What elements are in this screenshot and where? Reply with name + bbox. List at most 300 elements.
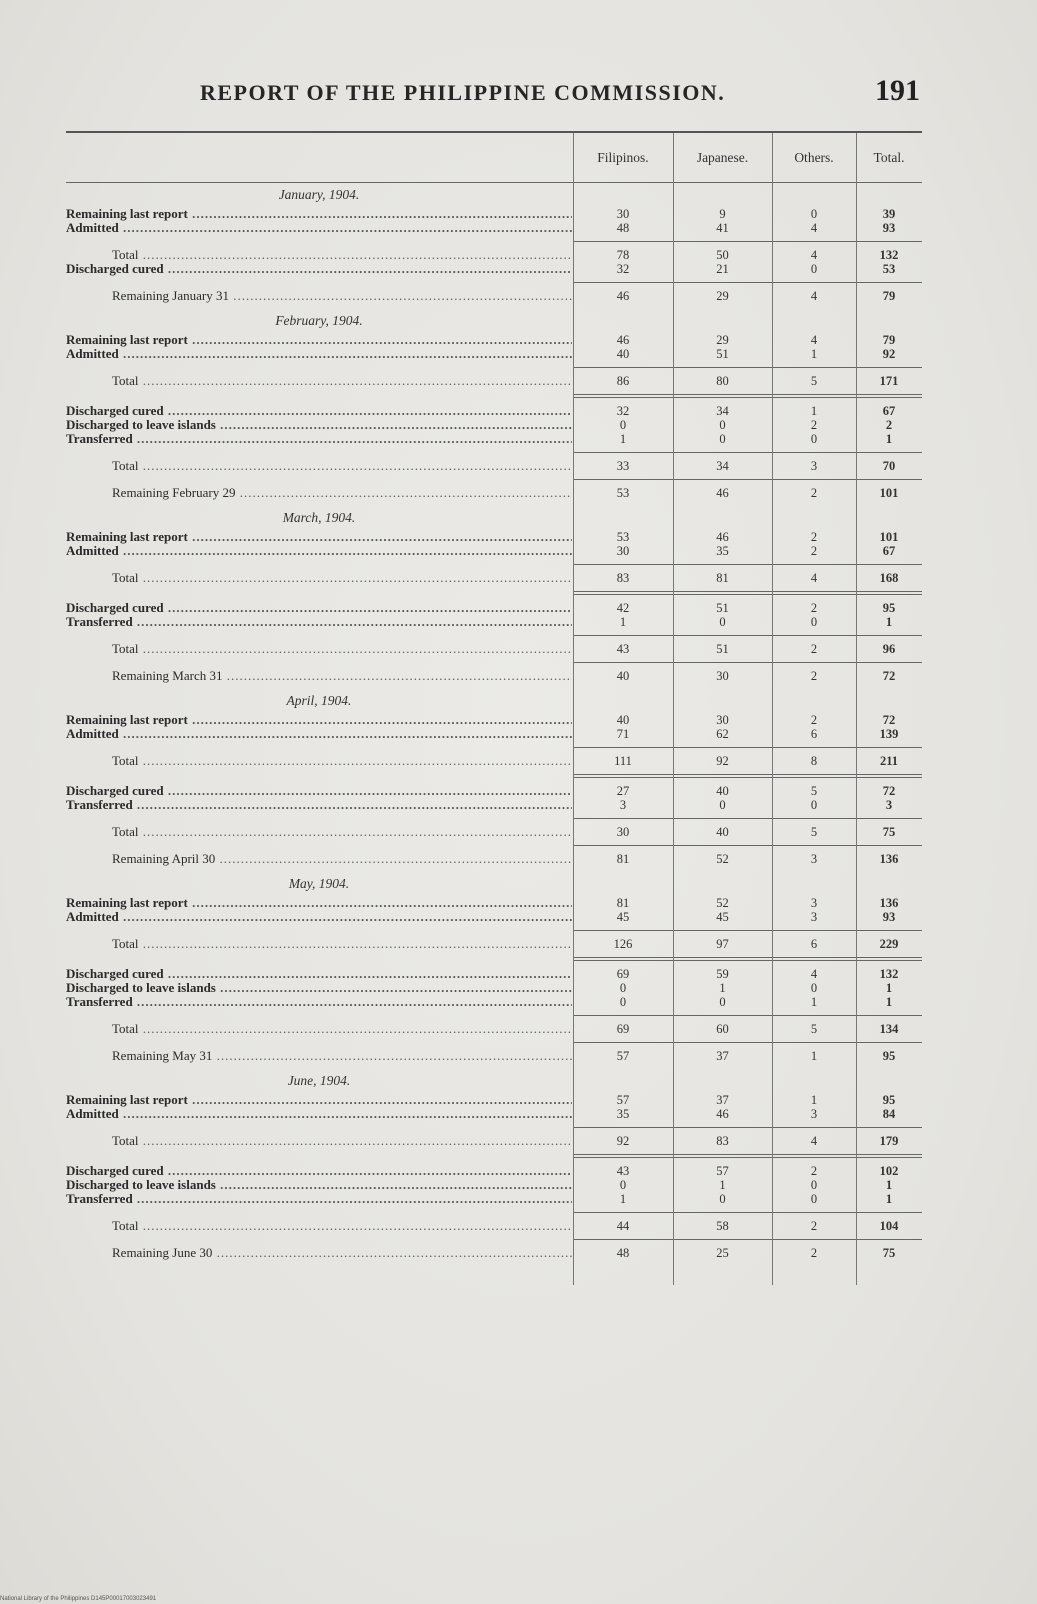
cell-japanese: 46 <box>716 530 729 544</box>
table-row <box>66 910 922 924</box>
cell-others: 4 <box>810 289 818 303</box>
cell-others: 1 <box>810 1093 818 1107</box>
cell-japanese: 0 <box>719 1192 726 1206</box>
month-title: June, 1904. <box>287 1073 351 1088</box>
row-label: Admitted ..... <box>66 727 572 741</box>
cell-total: 1 <box>885 615 893 629</box>
cell-total: 95 <box>882 1049 896 1063</box>
row-label: Discharged cured ..... <box>66 1164 572 1178</box>
row-label: Remaining last report ..... <box>66 333 572 347</box>
column-header-others: Others. <box>794 149 834 165</box>
table-row <box>66 1134 922 1148</box>
cell-others: 2 <box>810 1219 818 1233</box>
cell-filipinos: 78 <box>616 248 630 262</box>
row-label: Discharged cured ..... <box>66 404 572 418</box>
cell-filipinos: 46 <box>616 333 630 347</box>
column-header-row <box>66 133 922 183</box>
month-heading <box>66 183 922 207</box>
cell-others: 0 <box>810 798 818 812</box>
cell-total: 101 <box>879 486 899 500</box>
row-label: Total ..... <box>66 1134 572 1148</box>
rule <box>66 818 922 819</box>
cell-others: 4 <box>810 1134 818 1148</box>
rule <box>66 930 922 931</box>
row-label: Discharged cured ..... <box>66 784 572 798</box>
cell-total: 136 <box>879 852 899 866</box>
cell-filipinos: 0 <box>619 1178 627 1192</box>
cell-others: 4 <box>810 967 818 981</box>
rule <box>66 1212 922 1213</box>
table-row <box>66 967 922 981</box>
month-title: April, 1904. <box>286 693 352 708</box>
table-row <box>66 544 922 558</box>
cell-filipinos: 0 <box>619 981 627 995</box>
cell-total: 1 <box>885 1192 893 1206</box>
cell-filipinos: 86 <box>616 374 630 388</box>
table-row <box>66 1246 922 1260</box>
rule <box>66 591 922 595</box>
cell-total: 92 <box>882 347 896 361</box>
spacer <box>66 1260 922 1266</box>
cell-filipinos: 0 <box>619 995 627 1009</box>
table-row <box>66 459 922 473</box>
cell-others: 0 <box>810 262 818 276</box>
cell-filipinos: 40 <box>616 713 630 727</box>
cell-filipinos: 27 <box>616 784 630 798</box>
table-row <box>66 1093 922 1107</box>
cell-filipinos: 1 <box>619 1192 627 1206</box>
cell-filipinos: 35 <box>616 1107 630 1121</box>
table-row <box>66 1192 922 1206</box>
table-row <box>66 333 922 347</box>
row-label: Discharged cured ..... <box>66 967 572 981</box>
cell-others: 0 <box>810 1192 818 1206</box>
cell-total: 179 <box>879 1134 899 1148</box>
rule <box>66 394 922 398</box>
page-header <box>200 74 940 114</box>
cell-total: 79 <box>882 289 896 303</box>
cell-others: 5 <box>810 784 818 798</box>
row-label: Total ..... <box>66 642 572 656</box>
rule <box>66 845 922 846</box>
row-label: Total ..... <box>66 754 572 768</box>
cell-japanese: 92 <box>716 754 729 768</box>
cell-others: 5 <box>810 825 818 839</box>
table-row <box>66 1107 922 1121</box>
table-row <box>66 262 922 276</box>
rule <box>66 1127 922 1128</box>
cell-filipinos: 42 <box>616 601 630 615</box>
rule <box>66 1154 922 1158</box>
cell-total: 79 <box>882 333 896 347</box>
cell-others: 2 <box>810 418 818 432</box>
cell-japanese: 30 <box>716 669 729 683</box>
cell-filipinos: 30 <box>616 207 630 221</box>
cell-filipinos: 0 <box>619 418 627 432</box>
row-label: Transferred ..... <box>66 798 572 812</box>
cell-japanese: 29 <box>716 289 729 303</box>
cell-total: 72 <box>882 784 896 798</box>
cell-filipinos: 83 <box>616 571 630 585</box>
cell-others: 2 <box>810 1246 818 1260</box>
cell-others: 4 <box>810 221 818 235</box>
cell-japanese: 0 <box>719 798 726 812</box>
rule <box>66 367 922 368</box>
statistics-table <box>66 131 922 1266</box>
cell-japanese: 51 <box>716 601 729 615</box>
cell-total: 102 <box>879 1164 899 1178</box>
cell-filipinos: 40 <box>616 669 630 683</box>
cell-filipinos: 71 <box>616 727 630 741</box>
cell-japanese: 30 <box>716 713 729 727</box>
cell-others: 0 <box>810 1178 818 1192</box>
cell-filipinos: 53 <box>616 486 630 500</box>
month-heading <box>66 309 922 333</box>
month-title: January, 1904. <box>278 187 360 202</box>
cell-others: 2 <box>810 601 818 615</box>
cell-filipinos: 3 <box>619 798 627 812</box>
cell-filipinos: 44 <box>616 1219 630 1233</box>
cell-total: 53 <box>882 262 896 276</box>
month-heading <box>66 1069 922 1093</box>
table-row <box>66 798 922 812</box>
row-label: Admitted ..... <box>66 910 572 924</box>
row-label: Discharged to leave islands ..... <box>66 1178 572 1192</box>
cell-total: 1 <box>885 981 893 995</box>
cell-others: 1 <box>810 1049 818 1063</box>
cell-total: 72 <box>882 669 896 683</box>
cell-japanese: 40 <box>716 784 729 798</box>
cell-total: 93 <box>882 221 896 235</box>
table-row <box>66 1022 922 1036</box>
column-divider <box>856 133 857 1285</box>
table-row <box>66 852 922 866</box>
cell-japanese: 58 <box>716 1219 729 1233</box>
cell-total: 70 <box>882 459 896 473</box>
table-row <box>66 432 922 446</box>
table-row <box>66 347 922 361</box>
cell-others: 2 <box>810 642 818 656</box>
page-number: 191 <box>875 74 920 107</box>
row-label: Total ..... <box>66 1219 572 1233</box>
row-label: Remaining April 30 ..... <box>66 852 572 866</box>
cell-total: 95 <box>882 601 896 615</box>
cell-japanese: 9 <box>719 207 726 221</box>
table-row <box>66 1164 922 1178</box>
cell-others: 5 <box>810 374 818 388</box>
cell-total: 3 <box>885 798 893 812</box>
cell-total: 93 <box>882 910 896 924</box>
row-label: Remaining March 31 ..... <box>66 669 572 683</box>
cell-japanese: 81 <box>716 571 729 585</box>
cell-filipinos: 43 <box>616 1164 630 1178</box>
cell-others: 0 <box>810 615 818 629</box>
cell-others: 8 <box>810 754 818 768</box>
table-row <box>66 571 922 585</box>
rule <box>66 452 922 453</box>
row-label: Transferred ..... <box>66 995 572 1009</box>
row-label: Total ..... <box>66 459 572 473</box>
column-divider <box>573 133 574 1285</box>
table-row <box>66 1049 922 1063</box>
cell-japanese: 37 <box>716 1093 729 1107</box>
cell-japanese: 46 <box>716 486 729 500</box>
table-row <box>66 1219 922 1233</box>
cell-japanese: 41 <box>716 221 729 235</box>
cell-others: 4 <box>810 333 818 347</box>
row-label: Admitted ..... <box>66 221 572 235</box>
row-label: Discharged cured ..... <box>66 262 572 276</box>
row-label: Total ..... <box>66 1022 572 1036</box>
row-label: Remaining February 29 ..... <box>66 486 572 500</box>
footer-credit: National Library of the Philippines D145P00017003023491 <box>0 1596 157 1602</box>
cell-total: 136 <box>879 896 899 910</box>
month-title: February, 1904. <box>275 313 363 328</box>
rule <box>66 282 922 283</box>
cell-total: 67 <box>882 544 896 558</box>
cell-filipinos: 33 <box>616 459 630 473</box>
row-label: Transferred ..... <box>66 1192 572 1206</box>
rule <box>66 747 922 748</box>
cell-filipinos: 46 <box>616 289 630 303</box>
cell-filipinos: 40 <box>616 347 630 361</box>
row-label: Admitted ..... <box>66 1107 572 1121</box>
cell-total: 171 <box>879 374 899 388</box>
cell-japanese: 46 <box>716 1107 729 1121</box>
cell-filipinos: 57 <box>616 1093 630 1107</box>
cell-japanese: 25 <box>716 1246 729 1260</box>
cell-others: 2 <box>810 713 818 727</box>
cell-filipinos: 32 <box>616 262 630 276</box>
cell-japanese: 52 <box>716 852 729 866</box>
cell-others: 0 <box>810 981 818 995</box>
row-label: Remaining January 31 ..... <box>66 289 572 303</box>
table-row <box>66 289 922 303</box>
table-row <box>66 615 922 629</box>
cell-japanese: 40 <box>716 825 729 839</box>
cell-total: 67 <box>882 404 896 418</box>
cell-total: 132 <box>879 248 899 262</box>
table-row <box>66 995 922 1009</box>
row-label: Discharged to leave islands ..... <box>66 981 572 995</box>
table-row <box>66 221 922 235</box>
cell-filipinos: 53 <box>616 530 630 544</box>
table-row <box>66 754 922 768</box>
cell-japanese: 0 <box>719 432 726 446</box>
column-header-filipinos: Filipinos. <box>597 149 649 165</box>
cell-others: 2 <box>810 669 818 683</box>
cell-filipinos: 81 <box>616 852 630 866</box>
row-label: Remaining last report ..... <box>66 1093 572 1107</box>
cell-filipinos: 30 <box>616 544 630 558</box>
cell-total: 211 <box>879 754 899 768</box>
cell-others: 6 <box>810 727 818 741</box>
row-label: Total ..... <box>66 248 572 262</box>
table-row <box>66 374 922 388</box>
cell-japanese: 52 <box>716 896 729 910</box>
cell-filipinos: 30 <box>616 825 630 839</box>
row-label: Remaining last report ..... <box>66 207 572 221</box>
cell-others: 5 <box>810 1022 818 1036</box>
cell-total: 1 <box>885 995 893 1009</box>
cell-filipinos: 111 <box>614 754 632 768</box>
cell-total: 39 <box>882 207 896 221</box>
table-row <box>66 418 922 432</box>
cell-others: 2 <box>810 530 818 544</box>
cell-total: 229 <box>879 937 899 951</box>
rule <box>66 479 922 480</box>
cell-total: 84 <box>882 1107 896 1121</box>
table-row <box>66 601 922 615</box>
table-row <box>66 727 922 741</box>
cell-japanese: 51 <box>716 642 729 656</box>
cell-total: 95 <box>882 1093 896 1107</box>
row-label: Remaining last report ..... <box>66 896 572 910</box>
row-label: Total ..... <box>66 374 572 388</box>
cell-filipinos: 45 <box>616 910 630 924</box>
cell-filipinos: 32 <box>616 404 630 418</box>
table-row <box>66 713 922 727</box>
rule <box>66 564 922 565</box>
cell-others: 1 <box>810 404 818 418</box>
row-label: Transferred ..... <box>66 432 572 446</box>
row-label: Admitted ..... <box>66 347 572 361</box>
cell-total: 104 <box>879 1219 899 1233</box>
rule <box>66 662 922 663</box>
cell-japanese: 50 <box>716 248 729 262</box>
cell-others: 2 <box>810 544 818 558</box>
cell-japanese: 1 <box>719 1178 726 1192</box>
cell-filipinos: 1 <box>619 615 627 629</box>
cell-japanese: 35 <box>716 544 729 558</box>
table-row <box>66 248 922 262</box>
cell-total: 168 <box>879 571 899 585</box>
table-row <box>66 207 922 221</box>
cell-total: 75 <box>882 825 896 839</box>
row-label: Total ..... <box>66 825 572 839</box>
month-heading <box>66 506 922 530</box>
cell-japanese: 34 <box>716 404 729 418</box>
cell-filipinos: 43 <box>616 642 630 656</box>
table-row <box>66 937 922 951</box>
cell-total: 132 <box>879 967 899 981</box>
cell-others: 1 <box>810 347 818 361</box>
cell-japanese: 60 <box>716 1022 729 1036</box>
cell-total: 96 <box>882 642 896 656</box>
cell-total: 134 <box>879 1022 899 1036</box>
rule <box>66 1239 922 1240</box>
cell-filipinos: 48 <box>616 1246 630 1260</box>
cell-total: 75 <box>882 1246 896 1260</box>
row-label: Admitted ..... <box>66 544 572 558</box>
column-divider <box>673 133 674 1285</box>
month-title: May, 1904. <box>288 876 350 891</box>
cell-japanese: 51 <box>716 347 729 361</box>
cell-filipinos: 1 <box>619 432 627 446</box>
cell-others: 0 <box>810 432 818 446</box>
rule <box>66 774 922 778</box>
cell-japanese: 59 <box>716 967 729 981</box>
table-row <box>66 1178 922 1192</box>
column-divider <box>772 133 773 1285</box>
cell-total: 2 <box>885 418 893 432</box>
column-header-japanese: Japanese. <box>696 149 749 165</box>
cell-filipinos: 69 <box>616 1022 630 1036</box>
cell-others: 6 <box>810 937 818 951</box>
cell-total: 139 <box>879 727 899 741</box>
table-row <box>66 825 922 839</box>
cell-others: 2 <box>810 486 818 500</box>
cell-others: 3 <box>810 1107 818 1121</box>
cell-others: 4 <box>810 248 818 262</box>
cell-filipinos: 126 <box>613 937 633 951</box>
table-row <box>66 669 922 683</box>
cell-japanese: 45 <box>716 910 729 924</box>
cell-others: 0 <box>810 207 818 221</box>
row-label: Total ..... <box>66 571 572 585</box>
rule <box>66 635 922 636</box>
month-heading <box>66 689 922 713</box>
table-row <box>66 981 922 995</box>
row-label: Remaining May 31 ..... <box>66 1049 572 1063</box>
cell-japanese: 62 <box>716 727 729 741</box>
row-label: Remaining June 30 ..... <box>66 1246 572 1260</box>
rule <box>66 241 922 242</box>
month-heading <box>66 872 922 896</box>
cell-japanese: 80 <box>716 374 729 388</box>
row-label: Remaining last report ..... <box>66 713 572 727</box>
cell-others: 3 <box>810 459 818 473</box>
row-label: Remaining last report ..... <box>66 530 572 544</box>
cell-japanese: 37 <box>716 1049 729 1063</box>
row-label: Transferred ..... <box>66 615 572 629</box>
cell-japanese: 83 <box>716 1134 729 1148</box>
rule <box>66 957 922 961</box>
table-row <box>66 784 922 798</box>
cell-japanese: 57 <box>716 1164 729 1178</box>
column-header-total: Total. <box>873 149 905 165</box>
cell-total: 72 <box>882 713 896 727</box>
cell-japanese: 97 <box>716 937 729 951</box>
cell-filipinos: 69 <box>616 967 630 981</box>
cell-filipinos: 92 <box>616 1134 630 1148</box>
cell-filipinos: 57 <box>616 1049 630 1063</box>
cell-others: 3 <box>810 910 818 924</box>
cell-japanese: 0 <box>719 995 726 1009</box>
cell-total: 101 <box>879 530 899 544</box>
cell-japanese: 0 <box>719 418 726 432</box>
table-row <box>66 530 922 544</box>
table-row <box>66 896 922 910</box>
table-row <box>66 642 922 656</box>
page-title: REPORT OF THE PHILIPPINE COMMISSION. <box>200 80 726 105</box>
cell-japanese: 0 <box>719 615 726 629</box>
cell-japanese: 29 <box>716 333 729 347</box>
cell-total: 1 <box>885 1178 893 1192</box>
month-title: March, 1904. <box>282 510 356 525</box>
cell-others: 1 <box>810 995 818 1009</box>
cell-total: 1 <box>885 432 893 446</box>
table-row <box>66 404 922 418</box>
row-label: Total ..... <box>66 937 572 951</box>
table-row <box>66 486 922 500</box>
cell-japanese: 34 <box>716 459 729 473</box>
rule <box>66 1042 922 1043</box>
cell-others: 3 <box>810 852 818 866</box>
cell-others: 4 <box>810 571 818 585</box>
row-label: Discharged cured ..... <box>66 601 572 615</box>
table-body <box>66 183 922 1266</box>
